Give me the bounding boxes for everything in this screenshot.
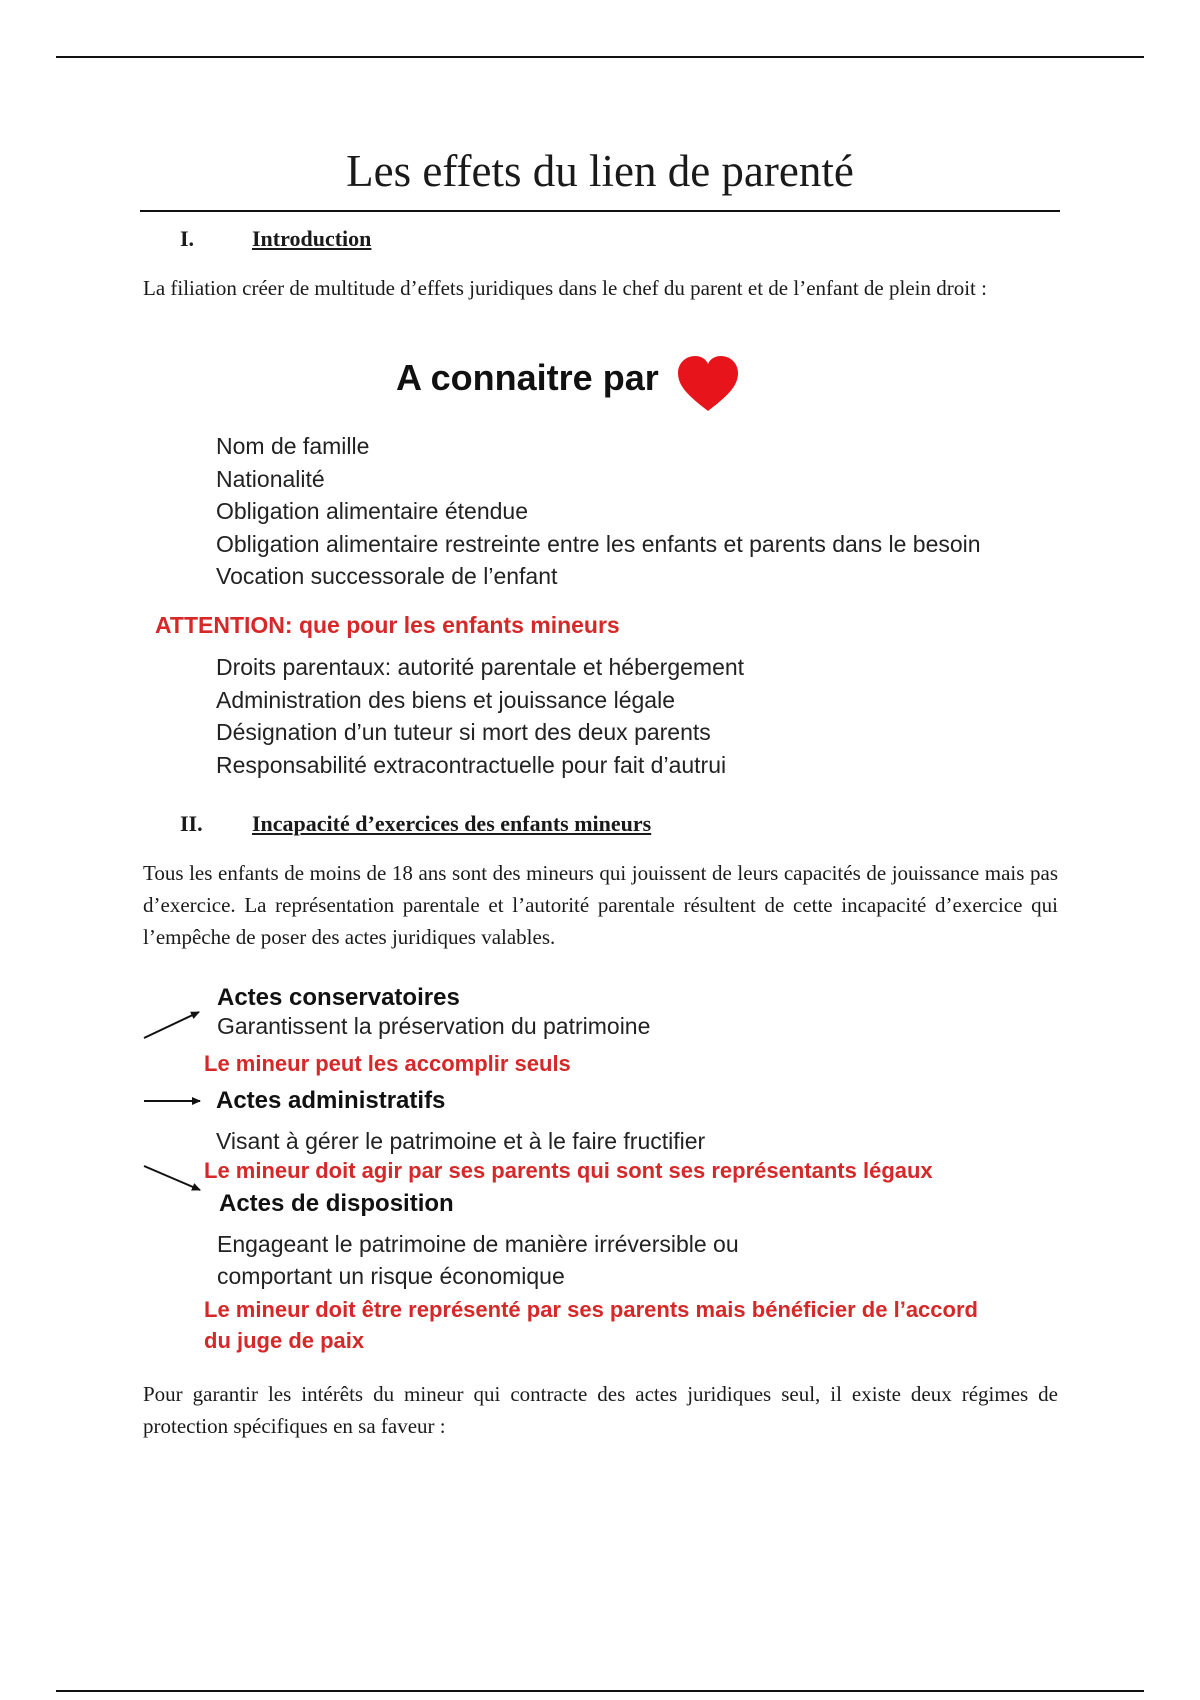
page-top-rule <box>56 56 1144 58</box>
list-item: Droits parentaux: autorité parentale et hébergement <box>216 654 745 680</box>
heart-icon <box>676 355 740 413</box>
act-desc-conservatoires: Garantissent la préservation du patrimoine <box>217 1013 651 1039</box>
section-2-number: II. <box>180 811 203 836</box>
arrow-icon <box>144 1166 200 1190</box>
act-title-disposition: Actes de disposition <box>219 1190 454 1217</box>
act-note-administratifs: Le mineur doit agir par ses parents qui sont ses représentants légaux <box>204 1158 933 1183</box>
closing-paragraph: Pour garantir les intérêts du mineur qui contracte des actes juridiques seul, il existe deux régimes de protection spécifiques en sa faveur : <box>143 1382 1058 1438</box>
list-item: Vocation successorale de l’enfant <box>216 563 558 589</box>
section-2-heading <box>180 811 651 837</box>
section-2-label: Incapacité d’exercices des enfants mineurs <box>252 811 652 836</box>
intro-paragraph: La filiation créer de multitude d’effets juridiques dans le chef du parent et de l’enfant de plein droit : <box>143 276 987 300</box>
incapacity-paragraph: Tous les enfants de moins de 18 ans sont des mineurs qui jouissent de leurs capacités de jouissance mais pas d’exercice. La représentation parentale et l’autorité parentale résultent de cette incapacité d’exercice qui l’empêche de poser des actes juridiques valables. <box>143 861 1058 949</box>
act-title-administratifs: Actes administratifs <box>216 1087 446 1114</box>
act-desc-administratifs: Visant à gérer le patrimoine et à le faire fructifier <box>216 1128 706 1154</box>
act-title-conservatoires: Actes conservatoires <box>217 984 460 1011</box>
title-underline <box>140 210 1060 212</box>
list-item: Nom de famille <box>216 433 370 459</box>
page-title: Les effets du lien de parenté <box>346 146 854 196</box>
act-desc-disposition-line2: comportant un risque économique <box>217 1263 565 1289</box>
act-desc-disposition-line1: Engageant le patrimoine de manière irréversible ou <box>217 1231 739 1257</box>
section-1-number: I. <box>180 226 195 251</box>
section-1-heading <box>180 226 371 252</box>
list-item: Obligation alimentaire étendue <box>216 498 528 524</box>
act-note-disposition-line2: du juge de paix <box>204 1328 365 1353</box>
effects-list <box>216 430 981 593</box>
heart-heading: A connaitre par <box>396 357 659 398</box>
arrow-icon <box>144 1012 199 1038</box>
list-item: Administration des biens et jouissance légale <box>216 686 675 713</box>
page-bottom-rule <box>56 1690 1144 1692</box>
act-note-disposition-line1: Le mineur doit être représenté par ses parents mais bénéficier de l’accord <box>204 1297 978 1322</box>
list-item: Désignation d’un tuteur si mort des deux parents <box>216 719 711 745</box>
list-item: Responsabilité extracontractuelle pour fait d’autrui <box>216 751 727 778</box>
act-note-conservatoires: Le mineur peut les accomplir seuls <box>204 1051 571 1076</box>
list-item: Nationalité <box>216 465 325 492</box>
section-1-label: Introduction <box>252 226 372 251</box>
minor-effects-list <box>216 651 744 781</box>
attention-note: ATTENTION: que pour les enfants mineurs <box>155 612 620 638</box>
list-item: Obligation alimentaire restreinte entre les enfants et parents dans le besoin <box>216 530 981 557</box>
